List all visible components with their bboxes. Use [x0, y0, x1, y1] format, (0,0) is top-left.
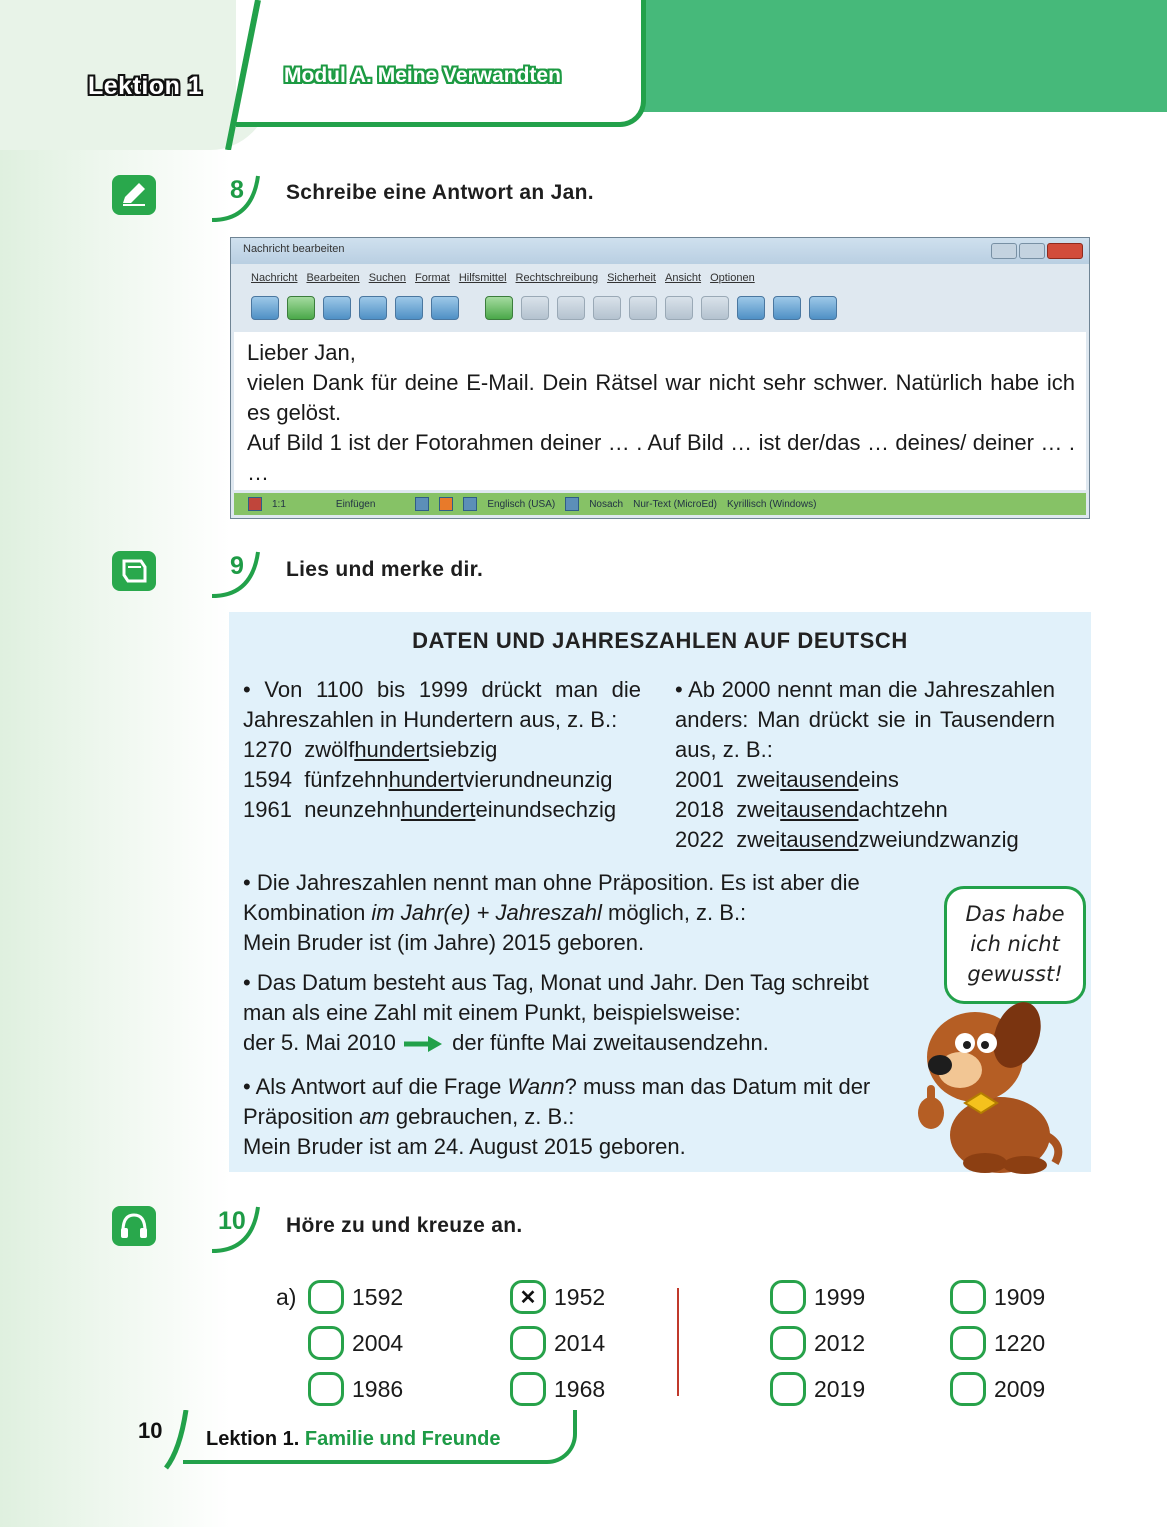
status-position: 1:1 — [272, 498, 286, 510]
delete-icon[interactable] — [431, 296, 459, 320]
checkbox-1220[interactable] — [950, 1326, 986, 1360]
highlight-icon — [439, 497, 453, 511]
year-1999: 1999 — [814, 1284, 866, 1310]
col2-examples — [675, 765, 1019, 855]
minimize-button[interactable] — [991, 243, 1017, 259]
mail-window-title: Nachricht bearbeiten — [243, 243, 345, 255]
mail-menubar — [251, 272, 755, 284]
address-icon[interactable] — [323, 296, 351, 320]
insert-icon[interactable] — [737, 296, 765, 320]
year-2004: 2004 — [352, 1330, 404, 1356]
task-10-badge — [212, 1205, 264, 1255]
task-10-title: Höre zu und kreuze an. — [286, 1214, 523, 1237]
format-icon — [415, 497, 429, 511]
page-left-strip — [0, 0, 230, 1527]
task-10-number: 10 — [218, 1207, 246, 1235]
status-mode: Einfügen — [335, 498, 376, 510]
example-1594: 1594 fünfzehnhundertvierundneunzig — [243, 767, 613, 792]
speech-bubble-text: Das habe ich nicht gewusst! — [965, 902, 1065, 986]
checkbox-1986[interactable] — [308, 1372, 344, 1406]
page-number: 10 — [138, 1418, 163, 1443]
checkbox-1999[interactable] — [770, 1280, 806, 1314]
year-1986: 1986 — [352, 1376, 404, 1402]
send-icon[interactable] — [251, 296, 279, 320]
task-9-title: Lies und merke dir. — [286, 558, 484, 581]
header-band — [560, 0, 1167, 112]
menu-optionen[interactable]: Optionen — [710, 272, 755, 284]
spell-icon — [565, 497, 579, 511]
info-box-title: DATEN UND JAHRESZAHLEN AUF DEUTSCH — [412, 628, 908, 653]
group-divider — [677, 1288, 679, 1396]
task-8-number: 8 — [230, 176, 244, 204]
status-icon — [248, 497, 262, 511]
find-icon[interactable] — [557, 296, 585, 320]
task-8-badge — [212, 174, 264, 224]
rule-1: • Die Jahreszahlen nennt man ohne Präposition. Es ist aber die Kombination im Jahr(e) + Jahreszahl möglich, z. B.: Mein Bruder ist (im Jahre) 2015 geboren. — [243, 870, 860, 955]
rule-2: • Das Datum besteht aus Tag, Monat und Jahr. Den Tag schreibt man als eine Zahl mit einem Punkt, beispielsweise: der 5. Mai 2010 der fünfte Mai zweitausendzehn. — [243, 970, 869, 1055]
footer-topic: Familie und Freunde — [304, 1428, 501, 1450]
task-9-number: 9 — [230, 552, 244, 580]
window-controls — [991, 243, 1083, 259]
menu-suchen[interactable]: Suchen — [368, 272, 406, 284]
speech-bubble — [944, 886, 1086, 1004]
paste-icon[interactable] — [665, 296, 693, 320]
checkbox-2014[interactable] — [510, 1326, 546, 1360]
menu-sicherheit[interactable]: Sicherheit — [607, 272, 656, 284]
save-icon[interactable] — [287, 296, 315, 320]
mail-window — [230, 237, 1090, 519]
copy-icon[interactable] — [629, 296, 657, 320]
col2-intro: • Ab 2000 nennt man die Jahreszahlen anders: Man drückt sie in Tausendern aus, z. B.: — [675, 677, 1055, 762]
undo-icon[interactable] — [485, 296, 513, 320]
mail-line-3: Auf Bild 1 ist der Fotorahmen deiner … . Auf Bild … ist der/das … deines/ deiner … . … — [247, 430, 1075, 485]
checkbox-2012[interactable] — [770, 1326, 806, 1360]
item-a-label: a) — [276, 1284, 297, 1310]
example-2018: 2018 zweitausendachtzehn — [675, 797, 948, 822]
task-9-badge — [212, 550, 264, 600]
header-divider — [222, 0, 262, 150]
example-2022: 2022 zweitausendzweiundzwanzig — [675, 827, 1019, 852]
mail-body[interactable] — [234, 332, 1086, 490]
menu-nachricht[interactable]: Nachricht — [251, 272, 298, 284]
menu-rechtschreibung[interactable]: Rechtschreibung — [515, 272, 599, 284]
year-1220: 1220 — [994, 1330, 1046, 1356]
task-8-title: Schreibe eine Antwort an Jan. — [286, 181, 594, 204]
headphones-icon — [112, 1206, 156, 1246]
picture-icon[interactable] — [773, 296, 801, 320]
mail-toolbar — [251, 296, 837, 320]
menu-ansicht[interactable]: Ansicht — [665, 272, 702, 284]
list-icon — [463, 497, 477, 511]
year-1952: 1952 — [554, 1284, 606, 1310]
year-1968: 1968 — [554, 1376, 606, 1402]
attach-icon[interactable] — [359, 296, 387, 320]
year-2019: 2019 — [814, 1376, 866, 1402]
status-language: Englisch (USA) — [487, 498, 556, 510]
checkbox-1968[interactable] — [510, 1372, 546, 1406]
arrow-right-icon — [402, 1034, 446, 1054]
status-encoding: Kyrillisch (Windows) — [727, 498, 817, 510]
checkbox-1592[interactable] — [308, 1280, 344, 1314]
redo-icon[interactable] — [521, 296, 549, 320]
print-icon[interactable] — [395, 296, 423, 320]
pencil-icon — [112, 175, 156, 215]
example-1961: 1961 neunzehnhunderteinundsechzig — [243, 797, 617, 822]
checkbox-2004[interactable] — [308, 1326, 344, 1360]
module-label: Modul A. Meine Verwandten — [284, 64, 561, 87]
dog-illustration — [905, 995, 1070, 1175]
col1-examples — [243, 735, 616, 825]
footer-lesson: Lektion 1. Familie und Freunde — [206, 1428, 501, 1450]
status-dictionary: Nosach — [589, 498, 624, 510]
year-2014: 2014 — [554, 1330, 606, 1356]
checkbox-1909[interactable] — [950, 1280, 986, 1314]
checkbox-2019[interactable] — [770, 1372, 806, 1406]
menu-hilfsmittel[interactable]: Hilfsmittel — [458, 272, 507, 284]
format-icon[interactable] — [701, 296, 729, 320]
status-format: Nur-Text (MicroEd) — [633, 498, 718, 510]
mail-titlebar — [231, 238, 1089, 264]
checked-mark-icon: ✕ — [519, 1286, 537, 1309]
rule-3: • Als Antwort auf die Frage Wann? muss man das Datum mit der Präposition am gebrauchen, z. B.: Mein Bruder ist am 24. August 2015 geboren. — [243, 1074, 871, 1159]
mail-text[interactable] — [247, 338, 1075, 488]
cut-icon[interactable] — [593, 296, 621, 320]
link-icon[interactable] — [809, 296, 837, 320]
example-2001: 2001 zweitausendeins — [675, 767, 899, 792]
maximize-button[interactable] — [1019, 243, 1045, 259]
example-1270: 1270 zwölfhundertsiebzig — [243, 737, 498, 762]
footer-divider — [160, 1410, 190, 1470]
mail-line-1: Lieber Jan, — [247, 340, 356, 365]
checkbox-2009[interactable] — [950, 1372, 986, 1406]
year-2012: 2012 — [814, 1330, 866, 1356]
year-1592: 1592 — [352, 1284, 404, 1310]
menu-bearbeiten[interactable]: Bearbeiten — [306, 272, 360, 284]
lesson-label: Lektion 1 — [88, 72, 203, 100]
checkbox-1952[interactable] — [510, 1280, 546, 1314]
year-1909: 1909 — [994, 1284, 1046, 1310]
menu-format[interactable]: Format — [415, 272, 450, 284]
col1-intro: • Von 1100 bis 1999 drückt man die Jahreszahlen in Hundertern aus, z. B.: — [243, 677, 641, 732]
close-button[interactable] — [1047, 243, 1083, 259]
mail-statusbar — [234, 493, 1086, 515]
mail-line-2: vielen Dank für deine E-Mail. Dein Rätsel war nicht sehr schwer. Natürlich habe ich es gelöst. — [247, 370, 1075, 425]
book-icon — [112, 551, 156, 591]
year-2009: 2009 — [994, 1376, 1046, 1402]
